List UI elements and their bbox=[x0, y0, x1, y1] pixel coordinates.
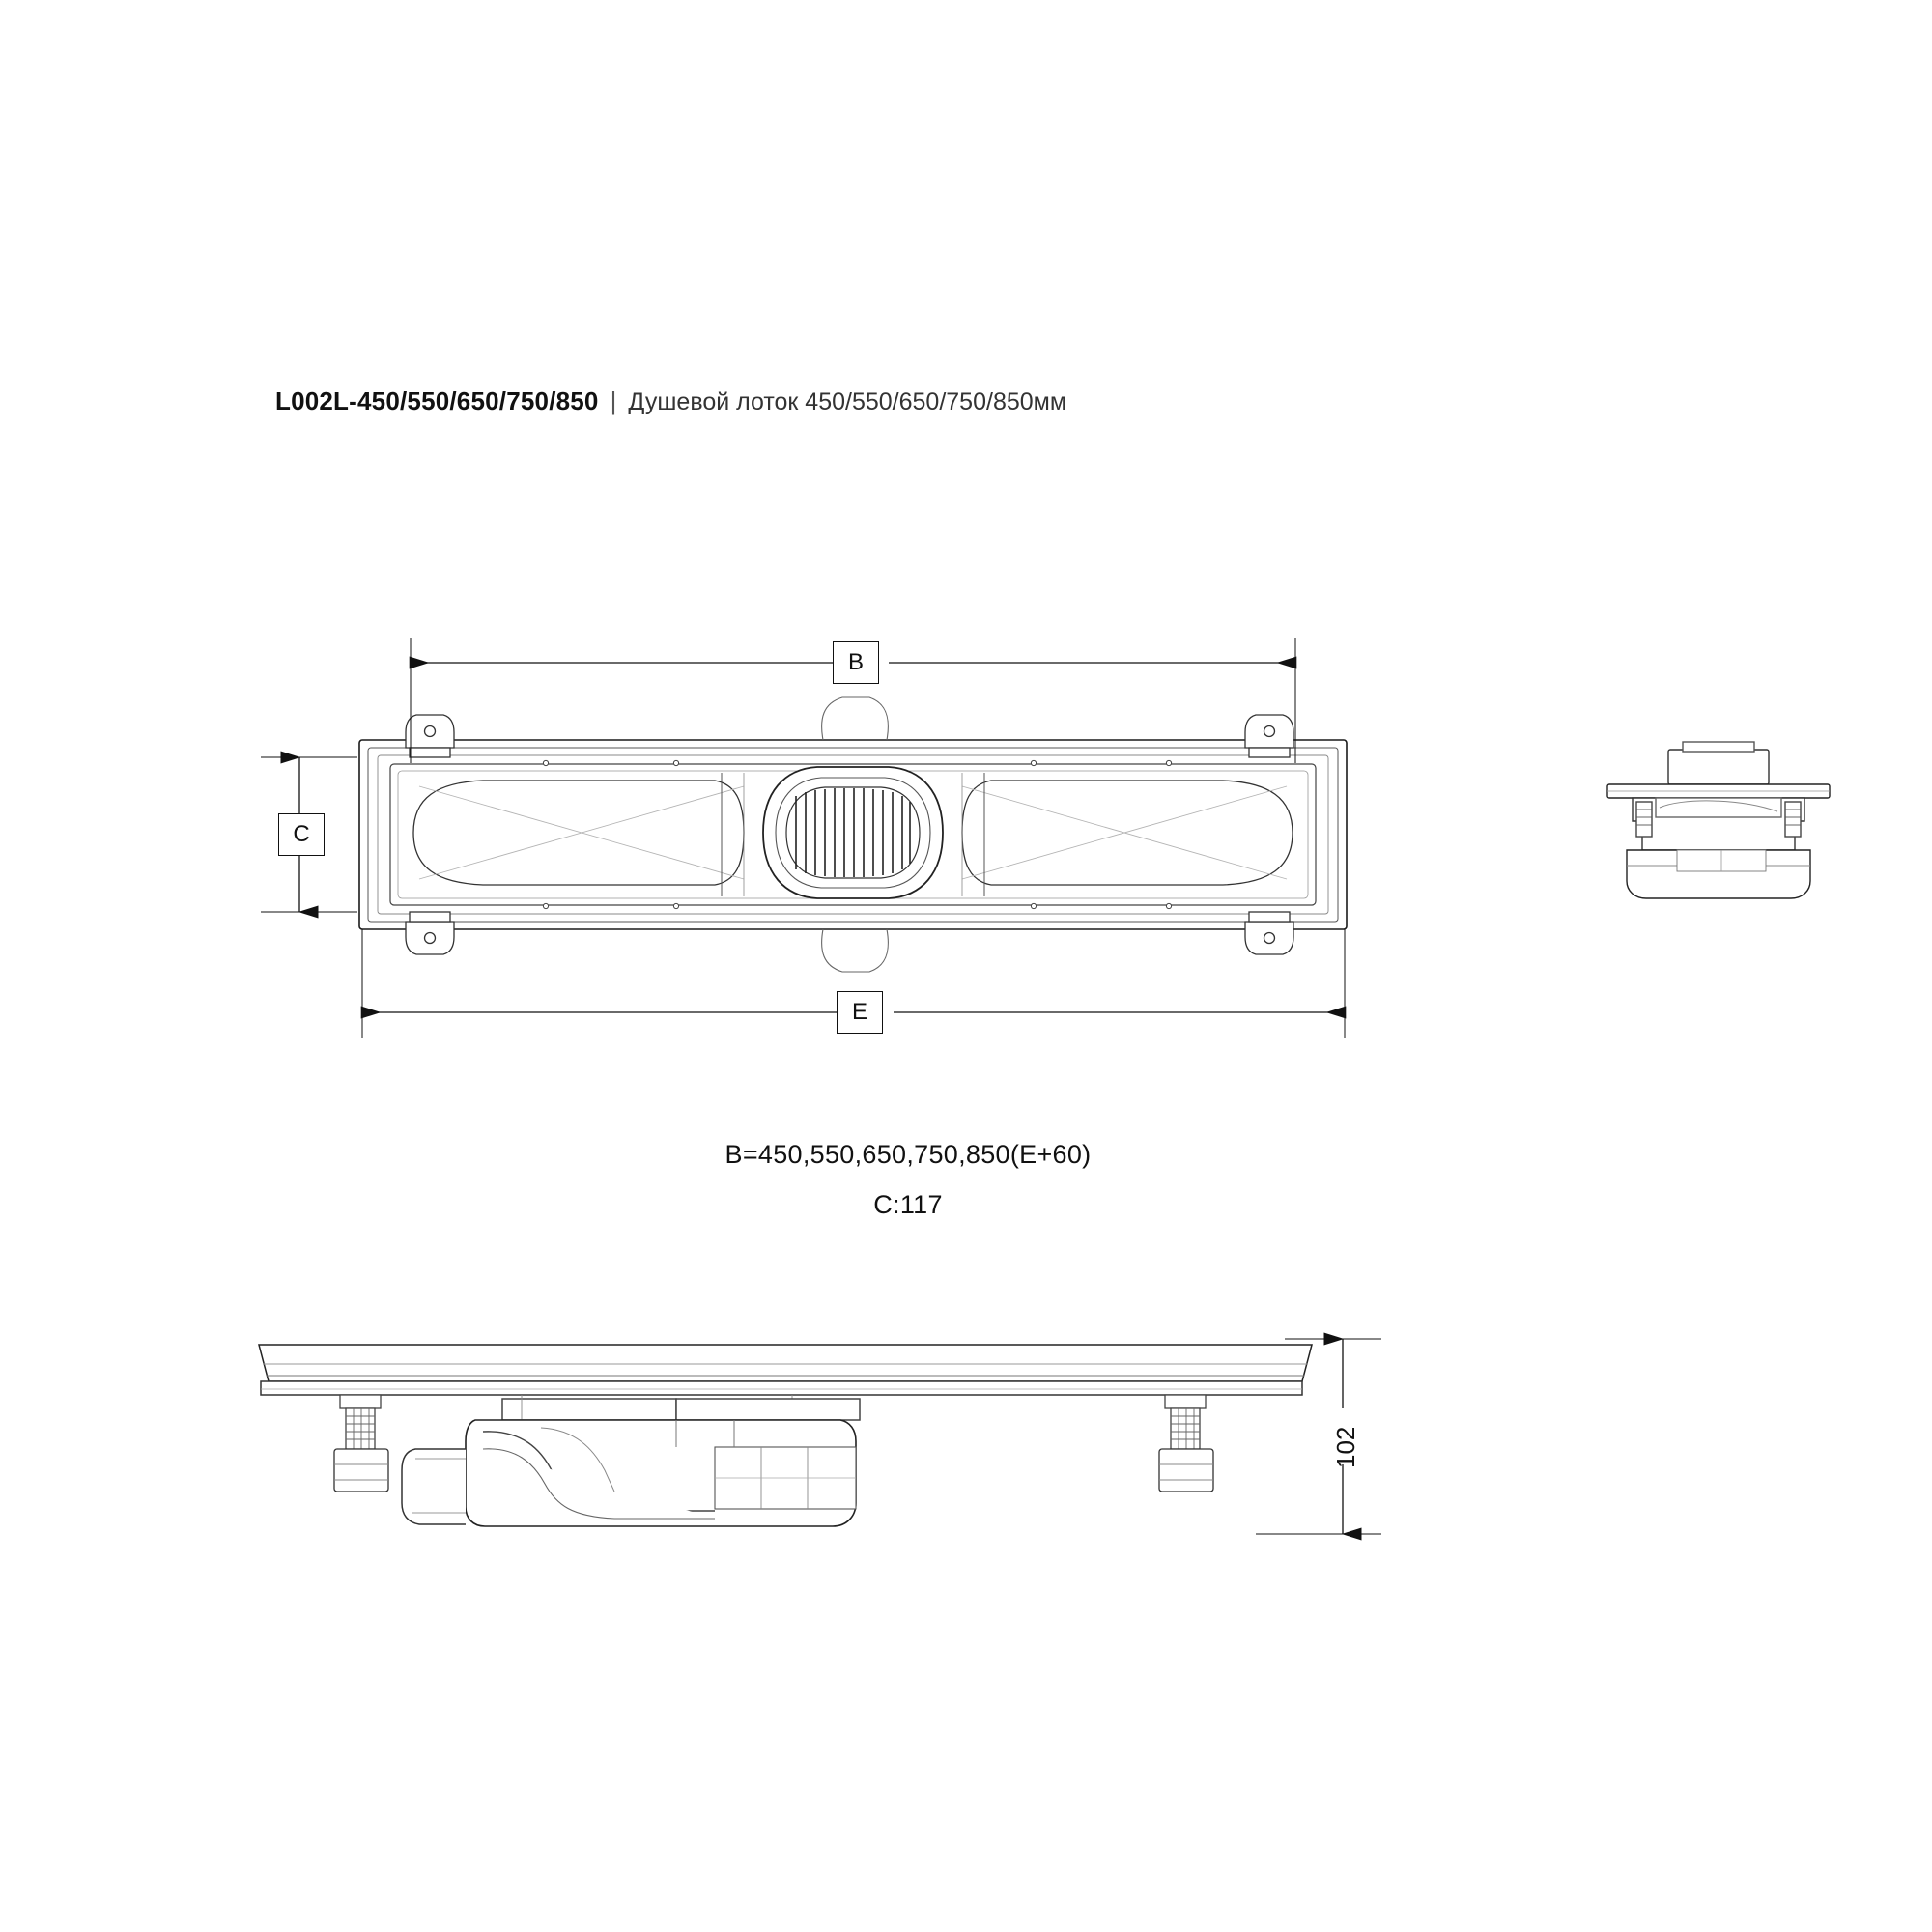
product-description: Душевой лоток 450/550/650/750/850мм bbox=[628, 388, 1067, 415]
dimension-102 bbox=[1256, 1339, 1381, 1534]
section-view-legs bbox=[334, 1395, 1213, 1492]
top-view-flange bbox=[359, 740, 1347, 929]
product-code: L002L-450/550/650/750/850 bbox=[275, 386, 599, 415]
dimension-value-102: 102 bbox=[1331, 1426, 1360, 1468]
dimension-label-e: E bbox=[837, 991, 883, 1034]
section-view-plate bbox=[259, 1345, 1312, 1395]
note-dimension-c-value: C:117 bbox=[873, 1190, 943, 1219]
title-separator: | bbox=[610, 386, 617, 415]
note-dimension-b-values: B=450,550,650,750,850(E+60) bbox=[724, 1140, 1092, 1169]
flange-screw-marks bbox=[543, 760, 1171, 908]
page-title bbox=[275, 386, 1066, 416]
center-drain-grille bbox=[763, 767, 943, 898]
dimension-label-c: C bbox=[278, 813, 325, 856]
top-view-outlet-hidden bbox=[822, 697, 889, 972]
section-view-siphon bbox=[402, 1395, 860, 1526]
dimension-label-b: B bbox=[833, 641, 879, 684]
end-view bbox=[1607, 742, 1830, 898]
mounting-brackets bbox=[406, 715, 1293, 954]
top-view-channel bbox=[413, 773, 1293, 896]
